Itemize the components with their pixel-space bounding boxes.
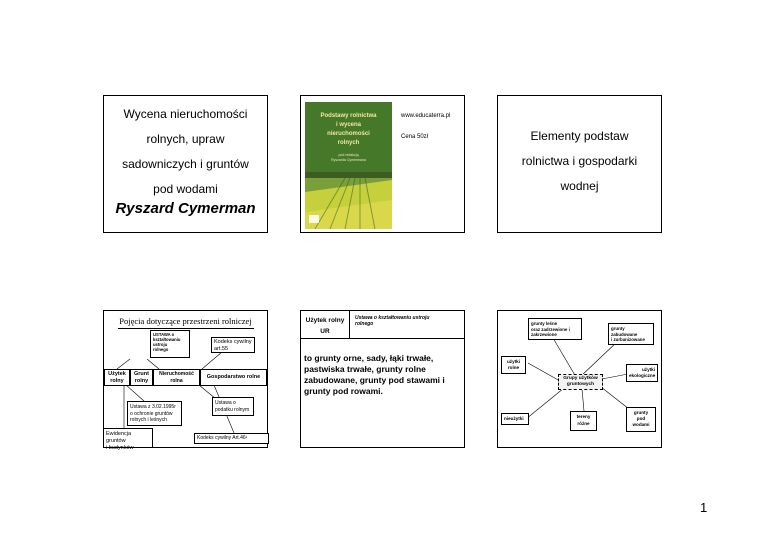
ustawa-box-line: ustroju (153, 342, 168, 347)
slide-3-title (498, 124, 661, 199)
book-title-line: Podstawy rolnictwa (320, 113, 377, 119)
grunt-rolny-line: rolny (134, 378, 149, 384)
slide-4-title: Pojęcia dotyczące przestrzeni rolniczej (119, 316, 252, 326)
ustawa-podatek-line: Ustawa o (215, 400, 236, 406)
nieruchomosc-line: Nieruchomość (159, 371, 194, 377)
slide-5-body-line: to grunty orne, sady, łąki trwałe, (304, 353, 434, 363)
slide-3-title-line: wodnej (560, 179, 599, 193)
gospodarstwo-rolne-box (200, 369, 267, 386)
ustawa-1995-line: Ustawa z 3.02.1995r (130, 404, 176, 410)
center-line: Grupy użytków (563, 376, 598, 381)
node-line: ekologiczne (629, 373, 656, 378)
ewidencja-line: Ewidencja gruntów (106, 431, 132, 444)
node-grunty-pod-wodami (626, 407, 656, 432)
node-line: tereny (576, 414, 591, 419)
ustawa-box-line: rolnego (153, 347, 169, 352)
node-nieuzytki (501, 413, 529, 425)
nieruchomosc-rolna-box (153, 369, 200, 386)
book-title-line: nieruchomości (327, 131, 370, 137)
kodeks-box-line: Kodeks cywilny (214, 339, 252, 345)
center-line: gruntowych (566, 382, 595, 387)
slide-4 (103, 310, 268, 451)
slide-5-header-right-line: Ustawa o kształtowaniu ustroju (355, 315, 430, 321)
book-title (305, 112, 392, 148)
slide-5 (300, 310, 465, 448)
slide-5-header-left (301, 315, 349, 337)
book-author (305, 153, 392, 163)
grunt-rolny-line: Grunt (134, 371, 149, 377)
ustawa-box (150, 330, 190, 358)
book-cover (305, 102, 392, 229)
ustawa-1995-line: o ochronie gruntów (130, 410, 173, 417)
nieruchomosc-line: rolna (170, 378, 183, 384)
node-line: i zurbanizowane (611, 337, 645, 343)
slide-3 (497, 95, 662, 233)
slide-5-header-left-line: UR (320, 328, 330, 335)
book-title-line: rolnych (337, 140, 360, 146)
slide-1-title (104, 102, 267, 202)
book-author-line: pod redakcją (338, 153, 359, 157)
grunt-rolny-box (130, 369, 153, 386)
node-line: nieużytki (504, 416, 524, 421)
slide-5-header-right (355, 315, 460, 327)
node-grunty-zabudowane (608, 323, 654, 345)
slide-1-title-line: rolnych, upraw (146, 132, 225, 146)
node-grupy-uzytkow (558, 374, 603, 390)
slide-5-header-left-line: Użytek rolny (305, 317, 345, 324)
kodeks-box-line: art.55 (214, 345, 229, 352)
node-line: grunty (633, 410, 649, 415)
website-text: www.educaterra.pl (401, 113, 451, 119)
slide-6 (497, 310, 662, 448)
ustawa-1995-box (127, 401, 182, 426)
kodeks-box (211, 337, 255, 353)
node-tereny-rozne (570, 411, 597, 431)
node-line: rolne (507, 365, 520, 370)
slide-5-header-separator (349, 311, 350, 338)
kodeks-46-label: Kodeks cywilny Art.46¹ (197, 435, 248, 441)
ustawa-podatek-box (212, 397, 254, 416)
node-line: grunty (611, 326, 625, 331)
slide-5-header-right-line: rolnego (355, 321, 374, 327)
ustawa-1995-line: rolnych i leśnych (130, 417, 167, 423)
ustawa-box-line: kształtowaniu (153, 337, 181, 342)
slide-1-title-line: Wycena nieruchomości (123, 107, 248, 121)
price-text: Cena 50zł (401, 134, 429, 140)
node-line: użytki (641, 367, 655, 372)
slide-1-title-line: sadowniczych i gruntów (122, 157, 249, 171)
node-uzytki-rolne (501, 356, 526, 374)
kodeks-46-box (194, 433, 269, 444)
node-line: grunty leśne (531, 321, 558, 326)
slide-5-body-line: zabudowane, grunty pod stawami i (304, 375, 445, 385)
book-author-line: Ryszarda Cymermana (331, 158, 366, 162)
slide-1-title-line: pod wodami (153, 182, 218, 196)
node-uzytki-ekologiczne (626, 364, 658, 382)
node-line: oraz zadrzewione i (531, 326, 570, 332)
node-line: zakrzewione (531, 332, 557, 338)
slide-2 (300, 95, 465, 233)
book-title-line: i wycena (335, 122, 361, 128)
node-line: różne (577, 420, 590, 426)
ustawa-podatek-line: podatku rolnym (215, 406, 250, 413)
node-line: pod (636, 416, 646, 422)
slide-5-body (304, 353, 464, 397)
node-line: zabudowane (611, 331, 638, 337)
slide-1-author: Ryszard Cymerman (115, 200, 256, 217)
node-grunty-lesne (528, 318, 582, 340)
ewidencja-box (103, 428, 153, 451)
page-number: 1 (700, 500, 708, 515)
node-line: użytki (506, 359, 521, 364)
ewidencja-line: i budynków (106, 445, 134, 451)
slide-3-title-line: rolnictwa i gospodarki (521, 154, 638, 168)
uzytek-rolny-line: rolny (110, 378, 124, 384)
slide-1 (103, 95, 268, 233)
uzytek-rolny-line: Użytek (108, 371, 126, 377)
slide-5-body-line: pastwiska trwałe, grunty rolne (304, 364, 426, 374)
gospodarstwo-label: Gospodarstwo rolne (206, 374, 261, 380)
uzytek-rolny-box (104, 369, 130, 386)
slide-3-title-line: Elementy podstaw (530, 129, 629, 143)
ustawa-box-line: USTAWA o (153, 332, 175, 337)
slide-5-header-divider (301, 338, 464, 339)
node-line: wodami (632, 422, 650, 428)
slide-5-body-line: grunty pod rowami. (304, 386, 383, 396)
